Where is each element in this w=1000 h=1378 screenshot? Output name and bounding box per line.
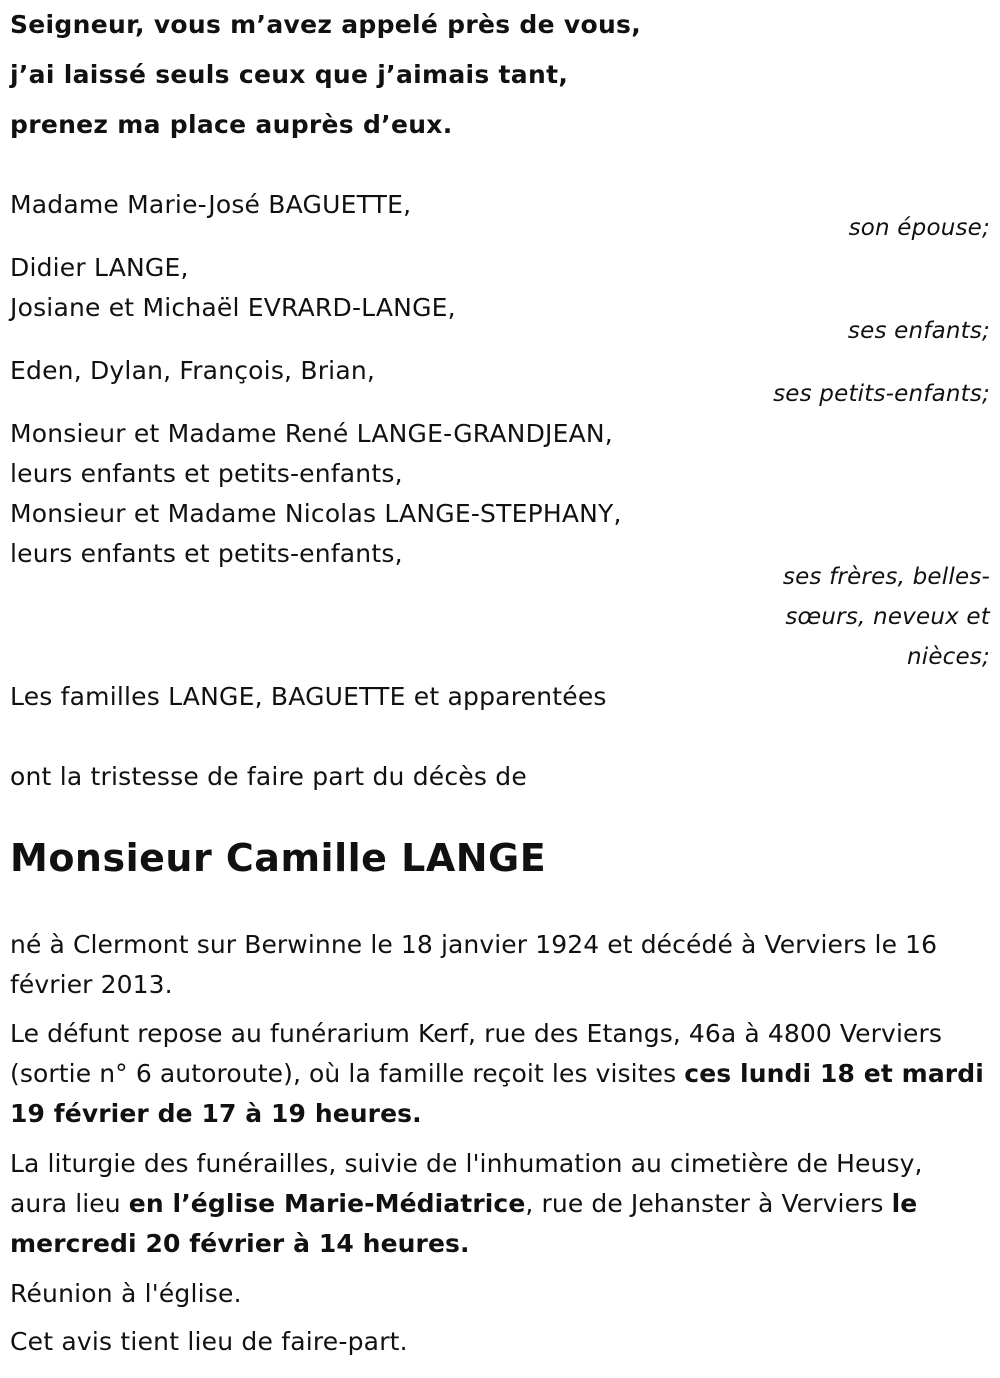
siblings-relation-line-2: sœurs, neveux et (785, 604, 990, 630)
prayer-line-1: Seigneur, vous m’avez appelé près de vous, (10, 10, 642, 39)
child-name-1: Didier LANGE, (10, 253, 189, 282)
sibling-line-2: leurs enfants et petits-enfants, (10, 459, 403, 488)
funeral-paragraph (10, 1144, 985, 1264)
prayer-line-2: j’ai laissé seuls ceux que j’aimais tant, (10, 60, 569, 89)
announcement-line: ont la tristesse de faire part du décès de (10, 762, 527, 791)
sibling-line-4: leurs enfants et petits-enfants, (10, 539, 403, 568)
sibling-line-1: Monsieur et Madame René LANGE-GRANDJEAN, (10, 419, 613, 448)
deceased-name: Monsieur Camille LANGE (10, 836, 547, 880)
child-name-2: Josiane et Michaël EVRARD-LANGE, (10, 293, 456, 322)
funeral-date: le mercredi 20 février à 14 heures. (10, 1189, 918, 1258)
visitation-text: Le défunt repose au funérarium Kerf, rue des Etangs, 46a à 4800 Verviers (sortie n° 6 autoroute), où la famille reçoit les visites (10, 1019, 942, 1088)
siblings-relation-line-3: nièces; (906, 644, 990, 670)
notice-line: Cet avis tient lieu de faire-part. (10, 1327, 408, 1356)
meeting-line: Réunion à l'église. (10, 1279, 242, 1308)
spouse-name: Madame Marie-José BAGUETTE, (10, 190, 412, 219)
funeral-church: en l’église Marie-Médiatrice (128, 1189, 526, 1218)
siblings-relation-line-1: ses frères, belles- (782, 564, 990, 590)
visitation-dates: ces lundi 18 et mardi 19 février de 17 à 19 heures. (10, 1059, 984, 1128)
grandchildren-relation: ses petits-enfants; (773, 381, 990, 407)
birth-death-paragraph: né à Clermont sur Berwinne le 18 janvier 1924 et décédé à Verviers le 16 février 2013. (10, 930, 938, 999)
prayer-line-3: prenez ma place auprès d’eux. (10, 110, 453, 139)
funeral-text-2: , rue de Jehanster à Verviers (525, 1189, 892, 1218)
families-line: Les familles LANGE, BAGUETTE et apparentées (10, 682, 607, 711)
funeral-text-1: La liturgie des funérailles, suivie de l'inhumation au cimetière de Heusy, aura lieu (10, 1149, 923, 1218)
grandchildren-names: Eden, Dylan, François, Brian, (10, 356, 376, 385)
sibling-line-3: Monsieur et Madame Nicolas LANGE-STEPHANY, (10, 499, 622, 528)
spouse-relation: son épouse; (848, 215, 990, 241)
children-relation: ses enfants; (847, 318, 990, 344)
visitation-paragraph (10, 1014, 985, 1134)
